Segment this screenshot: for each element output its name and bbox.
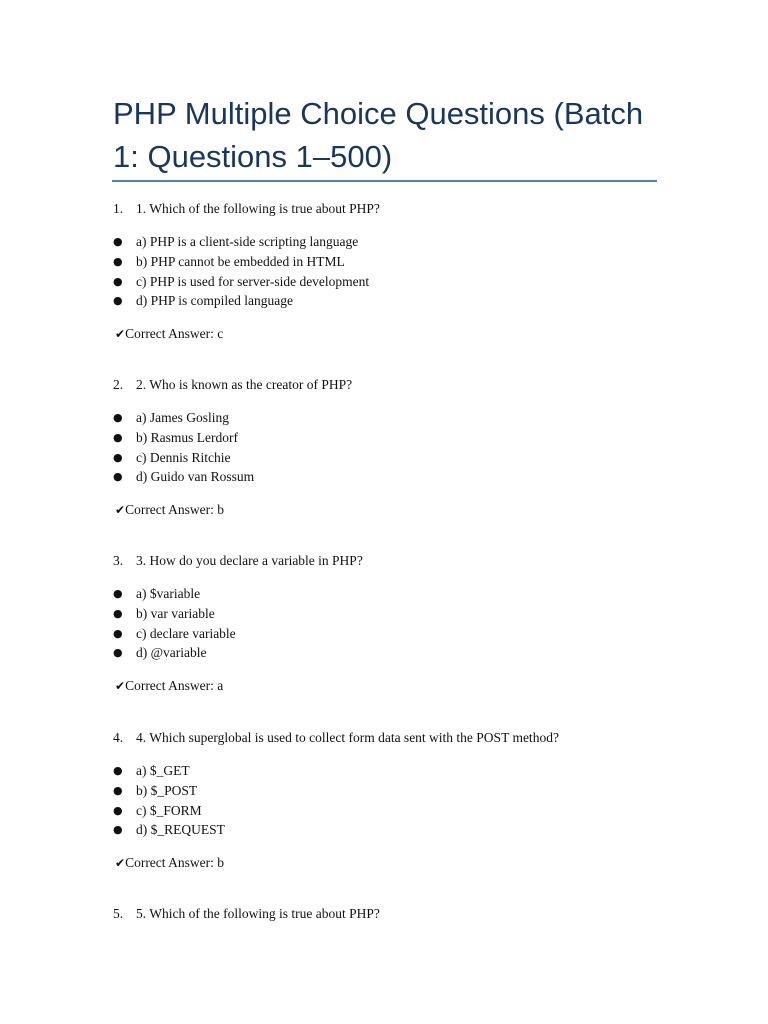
correct-answer-text: Correct Answer: a	[125, 678, 224, 694]
question-text: 5. Which of the following is true about PHP?	[136, 906, 380, 921]
option-text: b) Rasmus Lerdorf	[136, 429, 238, 445]
option-text: c) declare variable	[136, 625, 236, 641]
option-item	[113, 428, 673, 448]
option-item	[113, 624, 673, 644]
bullet-icon: ●	[113, 626, 123, 640]
checkmark-icon: ✔	[115, 856, 126, 871]
option-item	[113, 781, 673, 801]
correct-answer	[113, 500, 673, 520]
question-3	[113, 551, 673, 696]
correct-answer	[113, 853, 673, 873]
question-number: 1.	[113, 201, 124, 216]
option-item	[113, 801, 673, 821]
option-text: b) $_POST	[136, 782, 198, 798]
option-text: a) $_GET	[136, 763, 190, 778]
option-text: c) $_FORM	[136, 802, 202, 818]
bullet-icon: ●	[113, 803, 123, 817]
question-text: 4. Which superglobal is used to collect form data sent with the POST method?	[136, 730, 559, 745]
option-item	[113, 408, 673, 428]
bullet-icon: ●	[113, 606, 123, 620]
option-text: d) PHP is compiled language	[136, 293, 293, 309]
options-list	[113, 761, 673, 840]
option-text: a) $variable	[136, 586, 201, 601]
option-text: d) @variable	[136, 645, 207, 661]
question-text: 1. Which of the following is true about PHP?	[136, 201, 380, 216]
checkmark-icon: ✔	[115, 503, 126, 518]
question-number: 5.	[113, 906, 124, 921]
option-text: c) Dennis Ritchie	[136, 449, 231, 465]
bullet-icon: ●	[113, 783, 123, 797]
checkmark-icon: ✔	[115, 679, 126, 694]
option-item	[113, 232, 673, 252]
bullet-icon: ●	[113, 294, 123, 308]
option-item	[113, 643, 673, 663]
options-list	[113, 408, 673, 487]
page-title: PHP Multiple Choice Questions (Batch 1: Questions 1–500)	[113, 96, 644, 174]
option-item	[113, 761, 673, 781]
question-1	[113, 199, 673, 344]
bullet-icon: ●	[113, 235, 123, 248]
options-list	[113, 584, 673, 663]
bullet-icon: ●	[113, 411, 123, 424]
bullet-icon: ●	[113, 254, 123, 268]
question-number: 2.	[113, 377, 124, 392]
question-number: 3.	[113, 553, 124, 568]
question-2	[113, 375, 673, 520]
option-item	[113, 272, 673, 292]
option-text: d) $_REQUEST	[136, 822, 225, 838]
question-number: 4.	[113, 730, 124, 745]
title-divider	[112, 180, 657, 182]
bullet-icon: ●	[113, 646, 123, 660]
option-text: a) James Gosling	[136, 410, 229, 425]
option-item	[113, 448, 673, 468]
bullet-icon: ●	[113, 274, 123, 288]
option-item	[113, 252, 673, 272]
question-line	[113, 551, 673, 571]
bullet-icon: ●	[113, 587, 123, 600]
question-4	[113, 728, 673, 873]
question-5	[113, 904, 673, 924]
options-list	[113, 232, 673, 311]
bullet-icon: ●	[113, 823, 123, 837]
option-text: a) PHP is a client-side scripting language	[136, 234, 359, 249]
option-text: d) Guido van Rossum	[136, 469, 255, 485]
correct-answer	[113, 676, 673, 696]
correct-answer-text: Correct Answer: c	[125, 326, 224, 342]
question-line	[113, 728, 673, 748]
option-item	[113, 584, 673, 604]
option-item	[113, 291, 673, 311]
bullet-icon: ●	[113, 764, 123, 777]
option-item	[113, 467, 673, 487]
option-text: c) PHP is used for server-side development	[136, 273, 370, 289]
correct-answer	[113, 324, 673, 344]
option-text: b) PHP cannot be embedded in HTML	[136, 253, 345, 269]
checkmark-icon: ✔	[115, 327, 126, 342]
question-text: 3. How do you declare a variable in PHP?	[136, 553, 363, 568]
option-item	[113, 820, 673, 840]
correct-answer-text: Correct Answer: b	[125, 502, 225, 518]
bullet-icon: ●	[113, 470, 123, 484]
bullet-icon: ●	[113, 430, 123, 444]
question-line	[113, 375, 673, 395]
question-line	[113, 904, 673, 924]
correct-answer-text: Correct Answer: b	[125, 855, 225, 871]
option-item	[113, 604, 673, 624]
option-text: b) var variable	[136, 605, 215, 621]
bullet-icon: ●	[113, 450, 123, 464]
question-line	[113, 199, 673, 219]
question-text: 2. Who is known as the creator of PHP?	[136, 377, 353, 392]
